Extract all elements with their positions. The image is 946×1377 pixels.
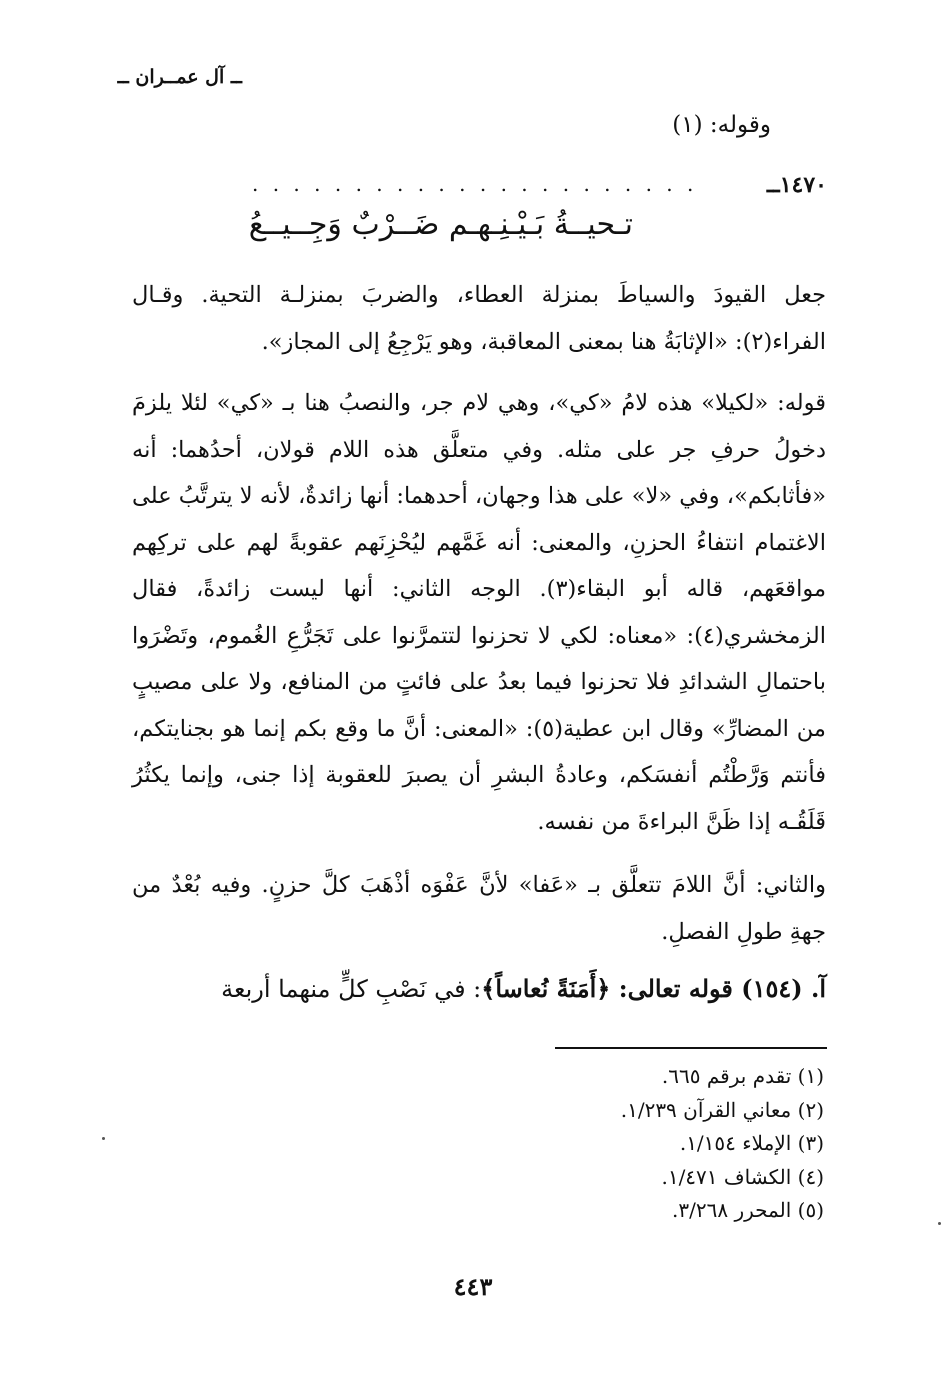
- poetry-verse: تـحيــةُ بَـيْـنِـهـم ضَــرْبٌ وَجِــيــعُ: [248, 207, 633, 242]
- intro-line: وقوله: (١): [672, 112, 771, 138]
- paragraph-1: جعل القيودَ والسياطَ بمنزلة العطاء، والضربَ بمنزلـة التحية. وقـال الفراء(٢): «الإثابَةُ هنا بمعنى المعاقبة، وهو يَرْجِعُ إلى المجاز».: [132, 282, 826, 355]
- scan-speck: [938, 1222, 941, 1225]
- page-number: ٤٤٣: [453, 1272, 493, 1301]
- footnote-item: (٢) معاني القرآن ١/٢٣٩.: [620, 1097, 824, 1122]
- footnote-item: (٥) المحرر ٣/٢٦٨.: [672, 1198, 824, 1222]
- footnote-item: (٣) الإملاء ١/١٥٤.: [679, 1131, 824, 1155]
- ayah-line: [132, 966, 826, 1013]
- footnote-item: (٤) الكشاف ١/٤٧١.: [661, 1164, 824, 1189]
- paragraph-3: والثاني: أنَّ اللامَ تتعلَّق بـ «عَفا» لأنَّ عَفْوَه أذْهَبَ كلَّ حزنٍ. وفيه بُعْدٌ من جهةِ طولِ الفصلِ.: [132, 872, 826, 945]
- footnote-item: (١) تقدم برقم ٦٦٥.: [661, 1064, 824, 1088]
- running-header: ــ آل عمــران ــ: [117, 66, 242, 88]
- scan-speck: [102, 1137, 105, 1140]
- ayah-reference: آ. (١٥٤) قوله تعالى: ﴿أَمَنَةً نُعاساً﴾: [481, 974, 826, 1003]
- ayah-commentary: : في نَصْبِ كلٍّ منهما أربعة: [221, 975, 482, 1003]
- verse-dots: . . . . . . . . . . . . . . . . . . . . . .: [252, 172, 698, 196]
- footnote-separator: [555, 1047, 827, 1049]
- footnotes-list: [404, 1060, 824, 1228]
- paragraph-2: قوله: «لكيلا» هذه لامُ «كي»، وهي لام جر، والنصبُ هنا بـ «كي» لئلا يلزمَ دخولُ حرفِ جر على مثله. وفي متعلَّق هذه اللام قولان، أحدُهما: أنه «فأثابكم»، وفي «لا» على هذا وجهان، أحدهما: أنها زائدةٌ، لأنه لا يترتَّبُ على الاغتمام انتفاءُ الحزنِ، والمعنى: أنه غَمَّهم ليُحْزِنَهم عقوبةً لهم على تركِهم مواقعَهم، قاله أبو البقاء(٣). الوجه الثاني: أنها ليست زائدةً، فقال الزمخشري(٤): «معناه: لكي لا تحزنوا لتتمرَّنوا على تَجَرُّعِ الغُموم، وتَضْرَوا باحتمالِ الشدائدِ فلا تحزنوا فيما بعدُ على فائتٍ من المنافع، ولا على مصيبٍ من المضارِّ» وقال ابن عطية(٥): «المعنى: أنَّ ما وقع بكم إنما هو بجنايتكم، فأنتم وَرَّطْتُم أنفسَكم، وعادةُ البشرِ أن يصبرَ للعقوبة إذا جنى، وإنما يكثُرُ قَلَقُـه إذا ظَنَّ البراءةَ من نفسه.: [132, 390, 826, 835]
- verse-number: ١٤٧٠ــ: [766, 172, 827, 198]
- verse-number-row: [252, 172, 827, 204]
